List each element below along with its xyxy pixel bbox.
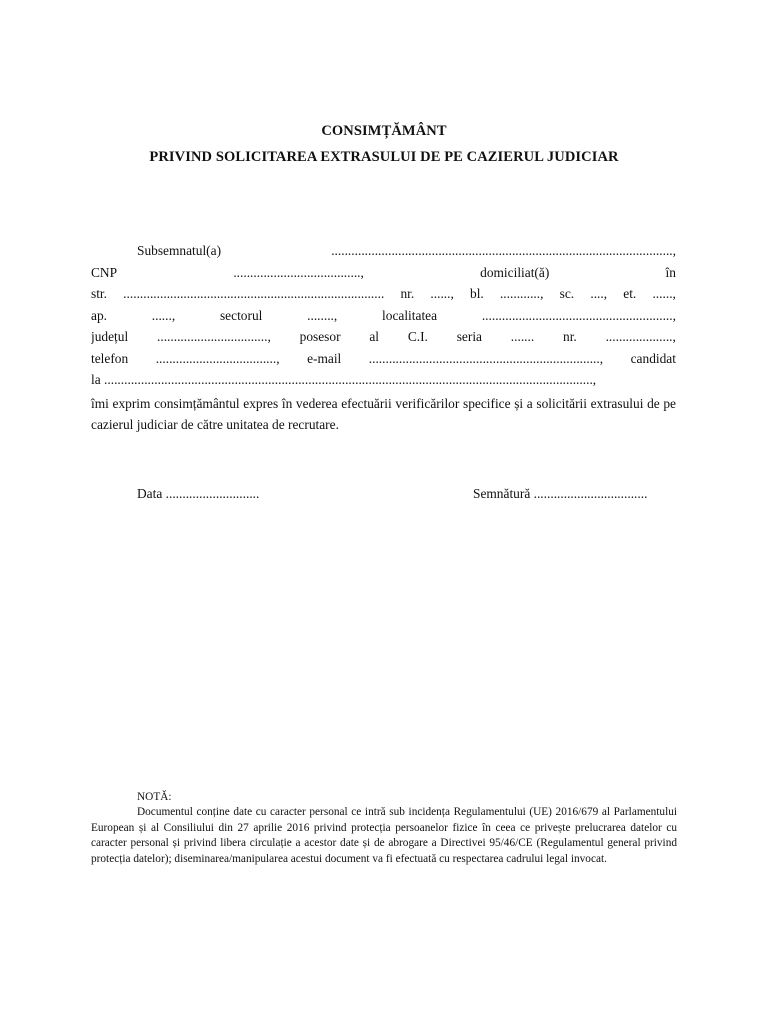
form-line-street xyxy=(91,283,676,305)
of-label: al xyxy=(369,329,380,344)
holder-label: posesor xyxy=(299,329,341,344)
series-label: seria xyxy=(456,329,482,344)
id-card-label: C.I. xyxy=(407,329,428,344)
id-number-field[interactable]: ...................., xyxy=(605,329,676,344)
domicile-label: domiciliat(ă) xyxy=(480,264,550,280)
in-label: în xyxy=(665,264,676,280)
document-subtitle: PRIVIND SOLICITAREA EXTRASULUI DE PE CAZIERUL JUDICIAR xyxy=(149,149,619,165)
block-field[interactable]: ............, xyxy=(499,286,544,301)
floor-field[interactable]: ......, xyxy=(652,286,676,301)
form-line-cnp xyxy=(91,262,676,284)
staircase-field[interactable]: ...., xyxy=(590,286,608,301)
locality-field[interactable]: ........................................................., xyxy=(481,307,676,323)
name-field[interactable]: ......................................................................................................, xyxy=(331,243,676,258)
form-line-phone xyxy=(91,348,676,370)
name-label: Subsemnatul(a) xyxy=(137,243,222,258)
street-label: str. xyxy=(91,286,107,301)
form-line-apartment xyxy=(91,305,676,327)
form-line-position xyxy=(91,369,676,391)
id-number-label: nr. xyxy=(563,329,577,344)
consent-paragraph: îmi exprim consimțământul expres în vederea efectuării verificărilor specifice și a solicitării extrasului de pe cazierul judiciar de către unitatea de recrutare. xyxy=(91,395,676,432)
block-label: bl. xyxy=(470,286,484,301)
floor-label: et. xyxy=(623,286,637,301)
position-field[interactable]: .................................................................................................................................................., xyxy=(104,372,597,387)
note-heading: NOTĂ: xyxy=(137,791,172,803)
apartment-field[interactable]: ......, xyxy=(151,307,176,323)
sector-field[interactable]: ........, xyxy=(307,307,338,323)
form-line-name xyxy=(91,240,676,262)
series-field[interactable]: ....... xyxy=(510,329,535,344)
county-label: județul xyxy=(91,329,129,344)
email-field[interactable]: ....................................................................., xyxy=(368,350,604,366)
number-field[interactable]: ......, xyxy=(430,286,454,301)
number-label: nr. xyxy=(400,286,415,301)
position-label: la xyxy=(91,372,101,387)
date-field[interactable]: Data ............................ xyxy=(137,486,260,501)
phone-field[interactable]: ...................................., xyxy=(155,350,280,366)
cnp-field[interactable]: ......................................, xyxy=(233,264,364,280)
signature-field[interactable]: Semnătură .................................. xyxy=(473,486,648,501)
staircase-label: sc. xyxy=(559,286,575,301)
apartment-label: ap. xyxy=(91,307,107,323)
document-title: CONSIMȚĂMÂNT xyxy=(321,123,447,139)
note-text: Documentul conține date cu caracter personal ce intră sub incidența Regulamentului (UE) 2016/679 al Parlamentului European și al Consiliului din 27 aprilie 2016 privind protecția persoanelor fizice în ceea ce privește prelucrarea datelor cu caracter personal și privind libera circulație a acestor date și de abrogare a Directivei 95/46/CE (Regulamentul general privind protecția datelor); diseminarea/manipularea acestui document va fi efectuată cu respectarea cadrului legal invocat. xyxy=(91,806,677,865)
cnp-label: CNP xyxy=(91,264,118,280)
phone-label: telefon xyxy=(91,350,129,366)
locality-label: localitatea xyxy=(382,307,438,323)
sector-label: sectorul xyxy=(219,307,263,323)
form-line-county xyxy=(91,326,676,348)
email-label: e-mail xyxy=(307,350,342,366)
candidate-label: candidat xyxy=(630,350,676,366)
county-field[interactable]: ................................., xyxy=(157,329,271,344)
form-body xyxy=(91,240,676,436)
street-field[interactable]: .............................................................................. xyxy=(123,286,385,301)
